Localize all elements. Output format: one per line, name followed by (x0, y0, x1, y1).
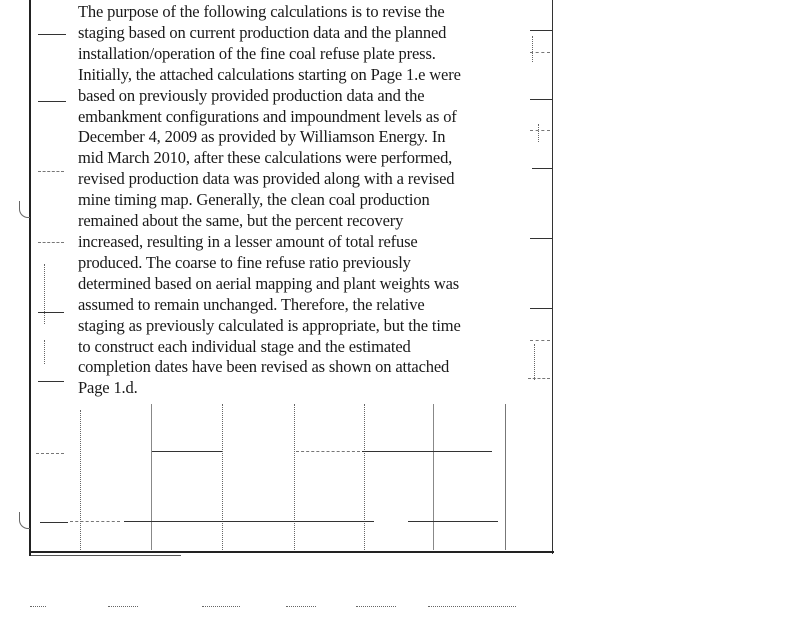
paragraph-line: assumed to remain unchanged. Therefore, the relative (78, 294, 425, 314)
right-margin-tick (530, 99, 552, 100)
body-paragraph (78, 2, 528, 399)
paragraph-line: Initially, the attached calculations starting on Page 1.e were (78, 64, 461, 84)
paragraph-line: remained about the same, but the percent recovery (78, 211, 404, 231)
table-grid-vertical (80, 410, 81, 550)
footer-dotted-mark (356, 606, 396, 607)
left-margin-dotted-rule (44, 264, 45, 324)
margin-bracket-mark (19, 201, 30, 218)
left-margin-dash (36, 453, 64, 454)
paragraph-line: December 4, 2009 as provided by Williamson Energy. In (78, 127, 446, 147)
left-margin-dotted-rule (44, 340, 45, 364)
page-frame-left-border (29, 0, 31, 556)
table-grid-horizontal (296, 451, 360, 452)
paragraph-line: mine timing map. Generally, the clean coal production (78, 190, 430, 210)
footer-dotted-mark (286, 606, 316, 607)
paragraph-line: embankment configurations and impoundment levels as of (78, 106, 457, 126)
table-grid-vertical (433, 404, 434, 550)
left-margin-tick (38, 34, 66, 35)
paragraph-line: increased, resulting in a lesser amount of total refuse (78, 231, 418, 251)
table-grid-vertical (151, 404, 152, 550)
page-frame-right-border (552, 0, 553, 554)
left-margin-tick (40, 522, 68, 523)
right-margin-dotted-rule (534, 344, 535, 380)
page-frame-bottom-double-line (31, 555, 181, 556)
page-frame-bottom-border (29, 551, 554, 553)
table-grid-vertical (364, 404, 365, 550)
left-margin-tick (38, 381, 64, 382)
right-margin-tick (530, 308, 552, 309)
right-margin-dotted-rule (532, 36, 533, 62)
table-grid-horizontal (70, 521, 120, 522)
paragraph-line: The purpose of the following calculations is to revise the (78, 2, 445, 21)
footer-dotted-mark (428, 606, 516, 607)
table-grid-horizontal (408, 521, 498, 522)
paragraph-line: to construct each individual stage and the estimated (78, 336, 411, 356)
right-margin-dash (530, 340, 550, 341)
table-grid-vertical (294, 404, 295, 550)
table-grid-horizontal (152, 451, 222, 452)
paragraph-line: based on previously provided production data and the (78, 85, 425, 105)
paragraph-line: staging as previously calculated is appropriate, but the time (78, 315, 461, 335)
margin-bracket-mark (19, 512, 30, 529)
right-margin-tick (530, 30, 552, 31)
footer-dotted-mark (202, 606, 240, 607)
table-grid-horizontal (124, 521, 374, 522)
left-margin-tick (38, 312, 64, 313)
table-grid-vertical (505, 404, 506, 550)
footer-dotted-mark (30, 606, 46, 607)
right-margin-tick (532, 168, 552, 169)
paragraph-line: produced. The coarse to fine refuse ratio previously (78, 252, 411, 272)
paragraph-line: Page 1.d. (78, 378, 138, 398)
footer-dotted-mark (108, 606, 138, 607)
paragraph-line: staging based on current production data and the planned (78, 22, 447, 42)
paragraph-line: mid March 2010, after these calculations were performed, (78, 148, 453, 168)
right-margin-tick (530, 238, 552, 239)
paragraph-line: determined based on aerial mapping and plant weights was (78, 273, 460, 293)
paragraph-line: installation/operation of the fine coal refuse plate press. (78, 43, 436, 63)
left-margin-dash (38, 171, 64, 172)
right-margin-dash (530, 130, 550, 131)
table-grid-vertical (222, 404, 223, 550)
table-grid-horizontal (362, 451, 492, 452)
paragraph-line: revised production data was provided along with a revised (78, 169, 455, 189)
right-margin-dash (528, 378, 550, 379)
right-margin-dash (530, 52, 550, 53)
left-margin-dash (38, 242, 64, 243)
right-margin-dotted-rule (538, 124, 539, 142)
left-margin-tick (38, 101, 66, 102)
paragraph-line: completion dates have been revised as shown on attached (78, 357, 450, 377)
